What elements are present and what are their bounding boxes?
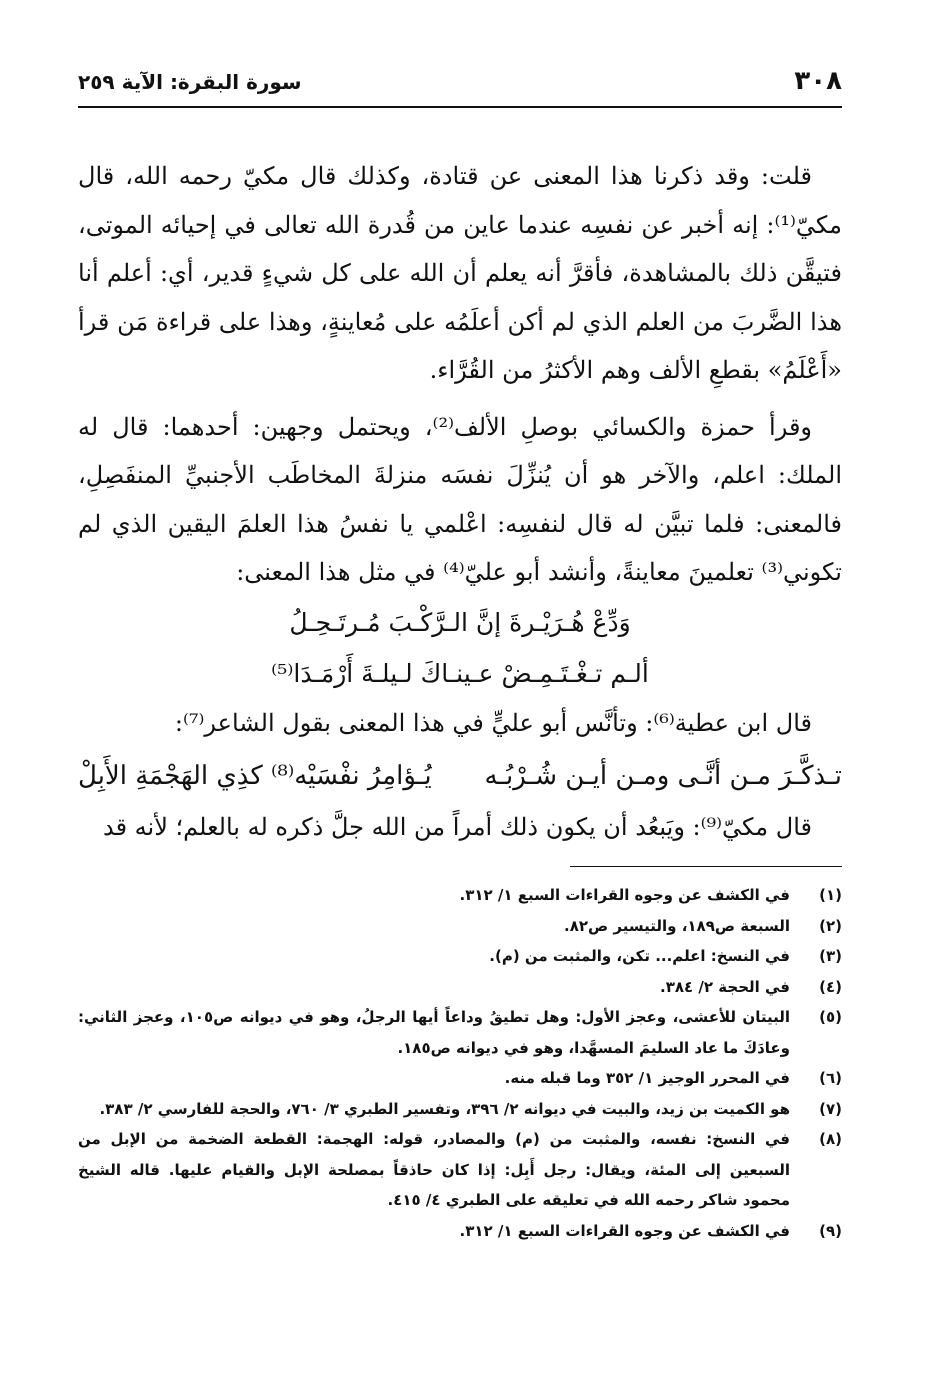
footnote-text: في النسخ: نفسه، والمثبت من (م) والمصادر، قوله: الهجمة: القطعة الضخمة من الإبل من السبعين إلى المئة، ويقال: رجل أَبِل: إذا كان حاذقاً بمصلحة الإبل والقيام عليها. قاله الشيخ محمود شاكر رحمه الله في تعليقه على الطبري ٤/ ٤١٥.: [78, 1130, 790, 1209]
footnote-text: في الكشف عن وجوه القراءات السبع ١/ ٣١٢.: [459, 886, 790, 904]
footnote: [78, 1094, 842, 1125]
footnote-number: (٧): [819, 1099, 842, 1118]
footnote-number: (٢): [819, 916, 842, 935]
paragraph: قلت: وقد ذكرنا هذا المعنى عن قتادة، وكذلك قال مكيّ رحمه الله، قال مكيّ⁽¹⁾: إنه أخبر عن نفسِه عندما عاين من قُدرة الله تعالى في إحيائه الموتى، فتيقَّن ذلك بالمشاهدة، فأقرَّ أنه يعلم أن الله على كل شيءٍ قدير، أي: أعلم أنا هذا الضَّربَ من العلم الذي لم أكن أعلَمُه على مُعاينةٍ، وهذا على قراءة مَن قرأ «أَعْلَمُ» بقطعِ الألف وهم الأكثرُ من القُرَّاء.: [78, 162, 842, 384]
running-title: سورة البقرة: الآية ٢٥٩: [78, 70, 302, 94]
footnote: [78, 1216, 842, 1247]
header-rule: [78, 106, 842, 108]
verse-line: وَدِّعْ هُـرَيْـرةَ إنَّ الـرَّكْـبَ مُـرتَـحِـلُ: [289, 607, 631, 637]
footnote-number: (١): [819, 886, 842, 904]
footnote: [78, 1002, 842, 1063]
footnote: [78, 1124, 842, 1216]
paragraph: قال ابن عطية⁽⁶⁾: وتأنَّس أبو عليٍّ في هذا المعنى بقول الشاعر⁽⁷⁾:: [174, 708, 812, 737]
main-text: [78, 152, 842, 852]
footnote-text: في النسخ: اعلم... تكن، والمثبت من (م).: [489, 947, 790, 965]
footnote: [78, 1063, 842, 1094]
footnote: [78, 911, 842, 942]
footnote-text: في الحجة ٢/ ٣٨٤.: [660, 977, 790, 996]
verse-line: ألـم تـغْـتَـمِـضْ عـينـاكَ لـيلـةَ أَرْمَـدَا⁽⁵⁾: [271, 658, 649, 688]
paragraph: قال مكيّ⁽⁹⁾: ويَبعُد أن يكون ذلك أمراً من الله جلَّ ذكره له بالعلم؛ لأنه قد: [102, 813, 812, 841]
footnote-number: (٥): [819, 1008, 842, 1026]
footnote-text: هو الكميت بن زيد، والبيت في ديوانه ٢/ ٣٩٦، وتفسير الطبري ٣/ ٧٦٠، والحجة للفارسي ٢/ ٣٨٣.: [99, 1099, 790, 1118]
verse-second-hemistich: يُـؤامِرُ نفْسَيْه⁽⁸⁾ كذِي الهَجْمَةِ الأَبِلْ: [78, 761, 432, 791]
verse-first-hemistich: تـذكَّـرَ مـن أنَّـى ومـن أيـن شُـرْبُـه: [484, 761, 842, 791]
footnote-text: البيتان للأعشى، وعجز الأول: وهل تطيقُ وداعاً أيها الرجلُ، وهو في ديوانه ص١٠٥، وعجز الثاني: وعادَكَ ما عاد السليمَ المسهَّدا، وهو في ديوانه ص١٨٥.: [78, 1008, 790, 1057]
footnote: [78, 880, 842, 911]
paragraph: وقرأ حمزة والكسائي بوصلِ الألف⁽²⁾، ويحتمل وجهين: أحدهما: قال له الملك: اعلم، والآخر هو أن يُنزِّلَ نفسَه منزلةَ المخاطَب الأجنبيِّ المنفَصِلِ، فالمعنى: فلما تبيَّن له قال لنفسِه: اعْلمي يا نفسُ هذا العلمَ اليقين الذي لم تكوني⁽³⁾ تعلمينَ معاينةً، وأنشد أبو عليّ⁽⁴⁾ في مثل هذا المعنى:: [78, 412, 843, 586]
footnote-number: (٩): [819, 1221, 842, 1240]
book-page: [78, 60, 842, 1360]
footnote: [78, 941, 842, 972]
footnote-number: (٦): [819, 1069, 842, 1087]
footnote-number: (٤): [819, 977, 842, 996]
footnotes: [78, 880, 842, 1246]
page-header: [78, 60, 842, 104]
footnote-text: في الكشف عن وجوه القراءات السبع ١/ ٣١٢.: [459, 1221, 790, 1240]
footnote-number: (٨): [819, 1130, 842, 1148]
footnote: [78, 972, 842, 1003]
footnote-separator: [570, 866, 842, 867]
footnote-text: السبعة ص١٨٩، والتيسير ص٨٢.: [564, 916, 790, 935]
verse-couplet: [78, 749, 842, 803]
footnote-text: في المحرر الوجيز ١/ ٣٥٢ وما قبله منه.: [504, 1069, 790, 1087]
page-number: ٣٠٨: [794, 66, 842, 96]
footnote-number: (٣): [819, 947, 842, 965]
